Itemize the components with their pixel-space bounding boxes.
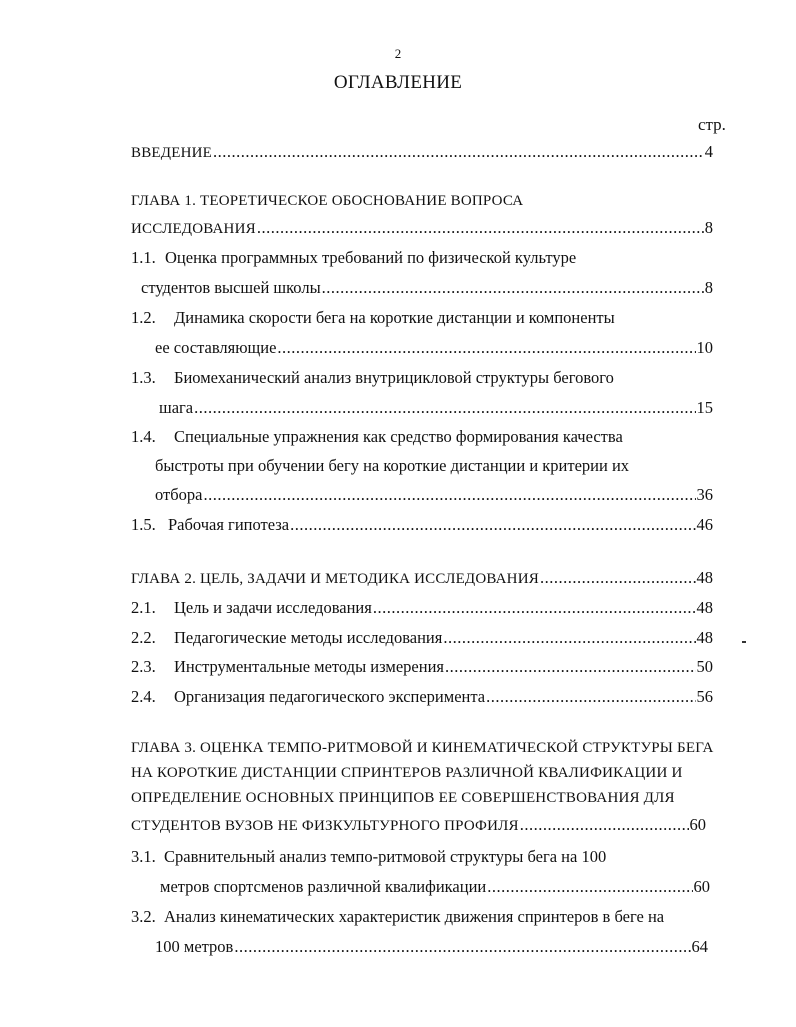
section-title: Биомеханический анализ внутрициклoвой структуры бегового xyxy=(174,368,614,387)
section-line xyxy=(131,598,372,618)
chapter-1-title-line1: ГЛАВА 1. ТЕОРЕТИЧЕСКОЕ ОБОСНОВАНИЕ ВОПРОСА xyxy=(131,193,524,209)
toc-entry-2-2 xyxy=(131,628,713,654)
toc-entry-page: 50 xyxy=(696,657,713,676)
section-number: 1.3. xyxy=(131,368,156,387)
toc-entry-page: 60 xyxy=(693,877,710,896)
section-title-cont: 100 метров xyxy=(155,937,234,956)
toc-entry-page: 4 xyxy=(704,142,713,161)
toc-entry-page: 64 xyxy=(691,937,708,956)
section-title: Оценка программных требований по физической культуре xyxy=(165,248,577,267)
section-title: Сравнительный анализ темпо-ритмовой структуры бега на 100 xyxy=(164,847,607,866)
section-title: Специальные упражнения как средство формирования качества xyxy=(174,427,623,446)
chapter-1-title-line2: ИССЛЕДОВАНИЯ xyxy=(131,221,256,237)
toc-entry-chapter-1 xyxy=(131,218,713,244)
toc-entry-1-1 xyxy=(141,278,713,304)
toc-entry-1-3-line1 xyxy=(131,368,614,394)
section-number: 1.1. xyxy=(131,248,156,267)
section-number: 3.1. xyxy=(131,847,156,866)
chapter-2-title: ГЛАВА 2. ЦЕЛЬ, ЗАДАЧИ И МЕТОДИКА ИССЛЕДОВАНИЯ xyxy=(131,571,539,587)
section-title: Рабочая гипотеза xyxy=(168,515,290,534)
toc-entry-1-4 xyxy=(155,485,713,511)
toc-entry-3-2 xyxy=(155,937,708,963)
section-line xyxy=(131,515,289,535)
toc-entry-chapter-3 xyxy=(131,815,706,841)
toc-entry-chapter-2 xyxy=(131,568,713,594)
scan-mark xyxy=(742,641,746,643)
toc-entry-1-4-line1 xyxy=(131,427,623,453)
section-line xyxy=(131,687,485,707)
section-line xyxy=(131,657,444,677)
toc-entry-title: ВВЕДЕНИЕ xyxy=(131,145,212,161)
toc-entry-1-1-line1 xyxy=(131,248,576,274)
leader-dots xyxy=(486,687,695,707)
section-number: 2.1. xyxy=(131,598,156,617)
section-title: Динамика скорости бега на короткие дистанции и компоненты xyxy=(174,308,615,327)
section-title: Инструментальные методы измерения xyxy=(174,657,444,676)
leader-dots xyxy=(213,142,704,162)
section-title: Организация педагогического эксперимента xyxy=(174,687,486,706)
section-title: Анализ кинематических характеристик движения спринтеров в беге на xyxy=(164,907,665,926)
section-title-cont: шага xyxy=(159,398,194,417)
page-number: 2 xyxy=(394,46,402,61)
toc-entry-3-1-line1 xyxy=(131,847,606,873)
leader-dots xyxy=(445,657,696,677)
section-title-cont: студентов высшей школы xyxy=(141,278,321,297)
toc-entry-page: 60 xyxy=(689,815,706,834)
toc-entry-page: 8 xyxy=(704,278,713,297)
section-number: 1.4. xyxy=(131,427,156,446)
leader-dots xyxy=(487,877,692,897)
toc-entry-page: 48 xyxy=(696,598,713,617)
section-title-cont: метров спортсменов различной квалификации xyxy=(160,877,487,896)
toc-entry-2-1 xyxy=(131,598,713,624)
leader-dots xyxy=(322,278,704,298)
toc-entry-page: 36 xyxy=(696,485,713,504)
section-line xyxy=(131,628,442,648)
toc-entry-1-2-line1 xyxy=(131,308,615,334)
section-title: Цель и задачи исследования xyxy=(174,598,372,617)
section-number: 3.2. xyxy=(131,907,156,926)
leader-dots xyxy=(194,398,695,418)
chapter-3-title-line2: НА КОРОТКИЕ ДИСТАНЦИИ СПРИНТЕРОВ РАЗЛИЧНОЙ КВАЛИФИКАЦИИ И xyxy=(131,765,683,781)
toc-entry-page: 8 xyxy=(704,218,713,237)
toc-entry-page: 56 xyxy=(696,687,713,706)
section-title-cont: отбора xyxy=(155,485,203,504)
toc-entry-page: 15 xyxy=(696,398,713,417)
section-number: 2.3. xyxy=(131,657,156,676)
leader-dots xyxy=(540,568,696,588)
section-number: 1.5. xyxy=(131,515,156,534)
leader-dots xyxy=(277,338,695,358)
toc-entry-intro xyxy=(131,142,713,168)
toc-entry-1-2 xyxy=(155,338,713,364)
toc-entry-3-1 xyxy=(160,877,710,903)
toc-entry-1-3 xyxy=(159,398,713,424)
chapter-3-title-line4: СТУДЕНТОВ ВУЗОВ НЕ ФИЗКУЛЬТУРНОГО ПРОФИЛЯ xyxy=(131,818,519,834)
leader-dots xyxy=(443,628,695,648)
toc-entry-page: 48 xyxy=(696,628,713,647)
chapter-3-title-line1: ГЛАВА 3. ОЦЕНКА ТЕМПО-РИТМОВОЙ И КИНЕМАТИЧЕСКОЙ СТРУКТУРЫ БЕГА xyxy=(131,740,714,756)
section-number: 2.2. xyxy=(131,628,156,647)
section-title-cont: ее составляющие xyxy=(155,338,277,357)
section-number: 2.4. xyxy=(131,687,156,706)
page-column-header: стр. xyxy=(698,115,726,134)
toc-entry-page: 48 xyxy=(696,568,713,587)
toc-entry-page: 10 xyxy=(696,338,713,357)
toc-entry-1-4-line2: быстроты при обучении бегу на короткие дистанции и критерии их xyxy=(155,456,630,475)
page-title: ОГЛАВЛЕНИЕ xyxy=(333,72,463,93)
toc-entry-2-3 xyxy=(131,657,713,683)
leader-dots xyxy=(520,815,689,835)
leader-dots xyxy=(234,937,690,957)
toc-entry-2-4 xyxy=(131,687,713,713)
leader-dots xyxy=(257,218,704,238)
leader-dots xyxy=(373,598,696,618)
toc-entry-3-2-line1 xyxy=(131,907,664,933)
leader-dots xyxy=(290,515,695,535)
toc-entry-1-5 xyxy=(131,515,713,541)
leader-dots xyxy=(203,485,695,505)
section-number: 1.2. xyxy=(131,308,156,327)
toc-entry-page: 46 xyxy=(696,515,713,534)
chapter-3-title-line3: ОПРЕДЕЛЕНИЕ ОСНОВНЫХ ПРИНЦИПОВ ЕЕ СОВЕРШЕНСТВОВАНИЯ ДЛЯ xyxy=(131,790,675,806)
section-title: Педагогические методы исследования xyxy=(174,628,443,647)
